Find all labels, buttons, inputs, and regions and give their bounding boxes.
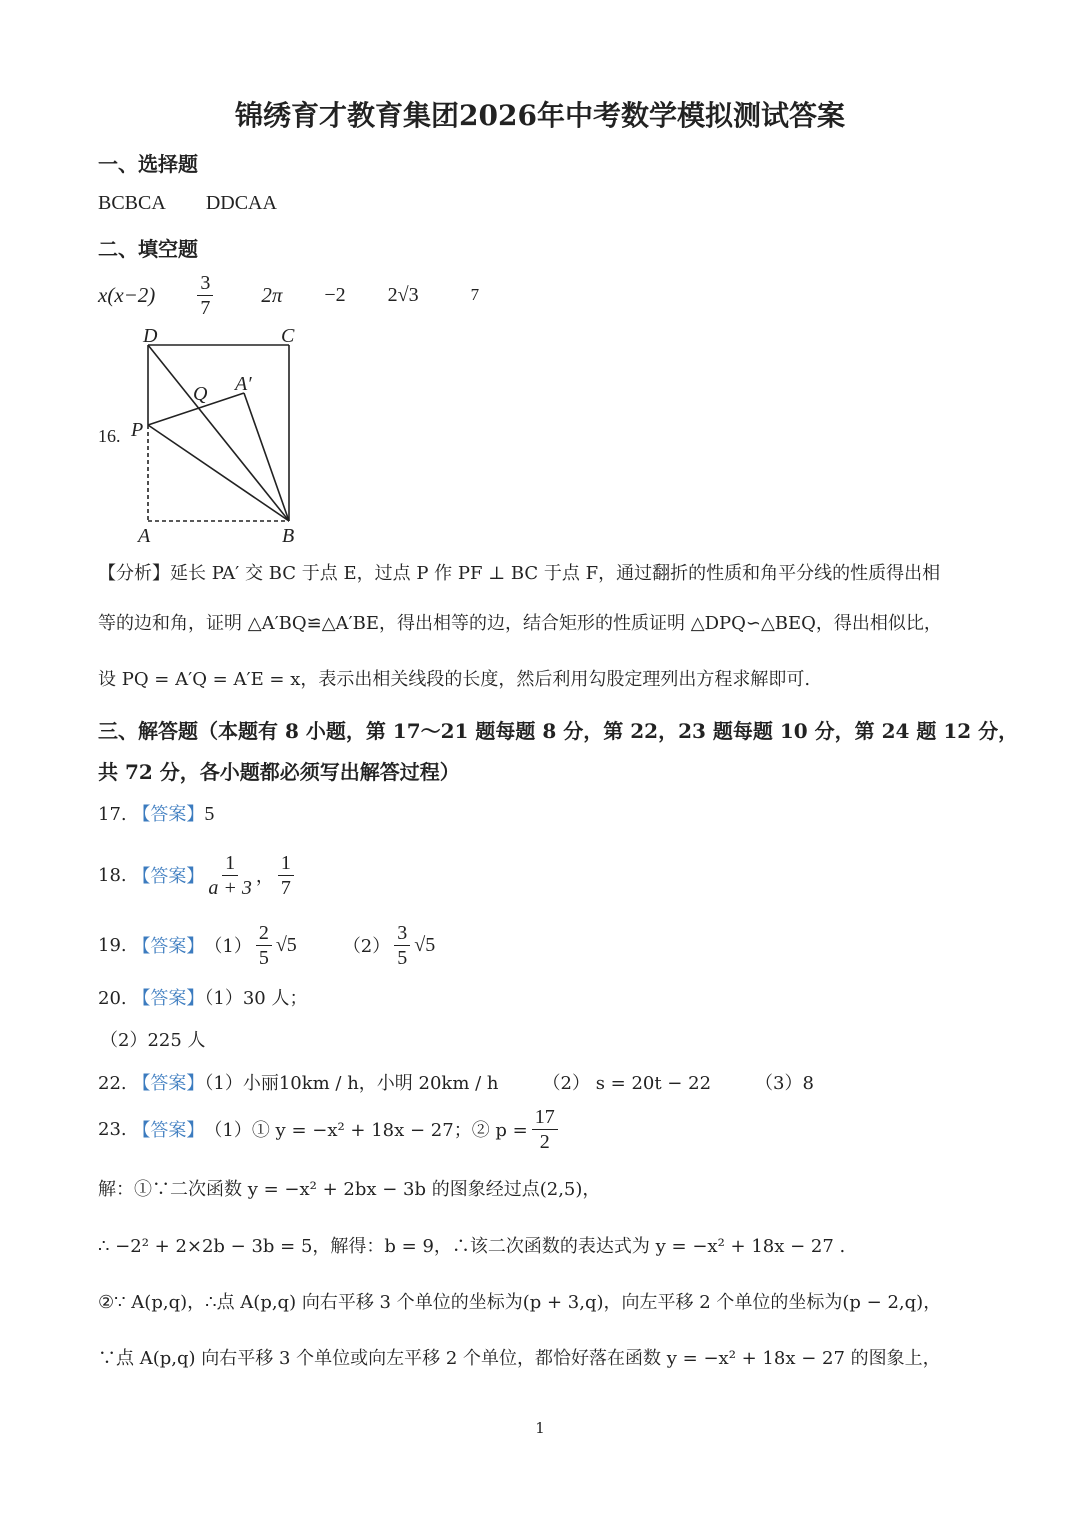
denominator: 5 (258, 946, 269, 969)
answer-value: 5 (204, 803, 215, 825)
part-2: （2） (342, 936, 391, 957)
answer-23 (98, 1102, 562, 1156)
label-p: P (131, 419, 144, 441)
segment-db (148, 345, 289, 521)
numerator: 3 (394, 921, 410, 946)
separator: ， (255, 866, 274, 887)
numerator: 3 (197, 271, 213, 296)
part-1: （1） (204, 936, 252, 957)
answer-label: 【答案】 (132, 804, 205, 825)
answers-6-10: DDCAA (205, 192, 277, 214)
fraction-2 (278, 851, 294, 900)
answer-20 (98, 984, 307, 1010)
label-d: D (143, 325, 158, 347)
q-number: 23. (98, 1118, 127, 1140)
part-1: （1）① y = −x² + 18x − 27；② p = (204, 1120, 528, 1141)
answer-label: 【答案】 (132, 936, 205, 957)
solution-line-4: ∵点 A(p,q) 向右平移 3 个单位或向左平移 2 个单位，都恰好落在函数 y = −x² + 18x − 27 的图象上， (98, 1348, 941, 1369)
answer-11: x(x−2) (98, 282, 156, 307)
numerator: 1 (278, 851, 294, 876)
fraction (532, 1105, 558, 1154)
analysis-line-1: 【分析】延长 PA′ 交 BC 于点 E，过点 P 作 PF ⊥ BC 于点 F，通过翻折的性质和角平分线的性质得出相 (98, 563, 941, 584)
denominator: a + 3 (208, 876, 252, 899)
page-number: 1 (535, 1419, 545, 1437)
solution-line-1: 解：①∵二次函数 y = −x² + 2bx − 3b 的图象经过点(2,5)， (98, 1179, 601, 1200)
q-number: 19. (98, 934, 127, 956)
geometry-diagram (120, 320, 320, 550)
q-number: 17. (98, 804, 127, 825)
analysis-line-3: 设 PQ = A′Q = A′E = x，表示出相关线段的长度，然后利用勾股定理列出方程求解即可. (98, 669, 811, 690)
solution-line-2: ∴ −2² + 2×2b − 3b = 5，解得：b = 9，∴该二次函数的表达式为 y = −x² + 18x − 27 . (98, 1236, 846, 1257)
question-16-number: 16. (98, 426, 121, 446)
numerator: 17 (532, 1105, 558, 1130)
choice-answers (98, 192, 277, 215)
label-a-prime: A′ (235, 373, 252, 395)
answer-15: 2√3 (387, 283, 419, 306)
page-title: 锦绣育才教育集团2026年中考数学模拟测试答案 (235, 99, 845, 132)
label-q: Q (193, 383, 208, 405)
answer-16: 7 (470, 285, 480, 304)
denominator: 7 (200, 296, 211, 319)
fraction-1 (208, 851, 252, 900)
solution-line-3: ②∵ A(p,q)，∴点 A(p,q) 向右平移 3 个单位的坐标为(p + 3,q)，向左平移 2 个单位的坐标为(p − 2,q)， (98, 1292, 942, 1313)
section-heading-solutions: 三、解答题（本题有 8 小题，第 17～21 题每题 8 分，第 22，23 题每题 10 分，第 24 题 12 分， (98, 719, 1019, 743)
segment-pb (148, 425, 289, 521)
numerator: 2 (256, 921, 272, 946)
part-1: （1）小丽10km / h，小明 20km / h (204, 1073, 499, 1094)
label-c: C (281, 325, 295, 347)
answers-1-5: BCBCA (98, 192, 166, 214)
denominator: 5 (397, 946, 408, 969)
answer-label: 【答案】 (132, 866, 205, 887)
part-1: （1）30 人； (204, 988, 308, 1009)
label-b: B (282, 525, 295, 547)
root: √5 (414, 933, 436, 956)
answer-22 (98, 1069, 814, 1095)
section-heading-solutions-cont: 共 72 分，各小题都必须写出解答过程） (98, 760, 460, 784)
answer-20-part-2: （2）225 人 (100, 1030, 206, 1051)
section-heading-fill: 二、填空题 (98, 237, 198, 261)
denominator: 7 (280, 876, 291, 899)
q-number: 18. (98, 864, 127, 886)
q-number: 20. (98, 988, 127, 1009)
label-a: A (138, 525, 151, 547)
q-number: 22. (98, 1073, 127, 1094)
answer-12-fraction (197, 271, 213, 320)
section-heading-choice: 一、选择题 (98, 152, 198, 176)
answer-label: 【答案】 (132, 1120, 205, 1141)
fraction-1 (256, 921, 272, 970)
fill-answers (98, 268, 479, 322)
numerator: 1 (222, 851, 238, 876)
fraction-2 (394, 921, 410, 970)
answer-label: 【答案】 (132, 1073, 205, 1094)
answer-14: −2 (324, 283, 346, 306)
answer-label: 【答案】 (132, 988, 205, 1009)
part-2: （2） s = 20t − 22 (542, 1073, 712, 1094)
denominator: 2 (539, 1130, 550, 1153)
answer-13: 2π (261, 282, 283, 307)
analysis-line-2: 等的边和角，证明 △A′BQ≌△A′BE，得出相等的边，结合矩形的性质证明 △DPQ∽△BEQ，得出相似比， (98, 613, 942, 634)
answer-19 (98, 918, 435, 972)
part-3: （3）8 (755, 1073, 814, 1094)
answer-18 (98, 848, 298, 902)
answer-17 (98, 800, 214, 826)
segment-a-prime-b (244, 393, 289, 521)
root: √5 (275, 933, 297, 956)
